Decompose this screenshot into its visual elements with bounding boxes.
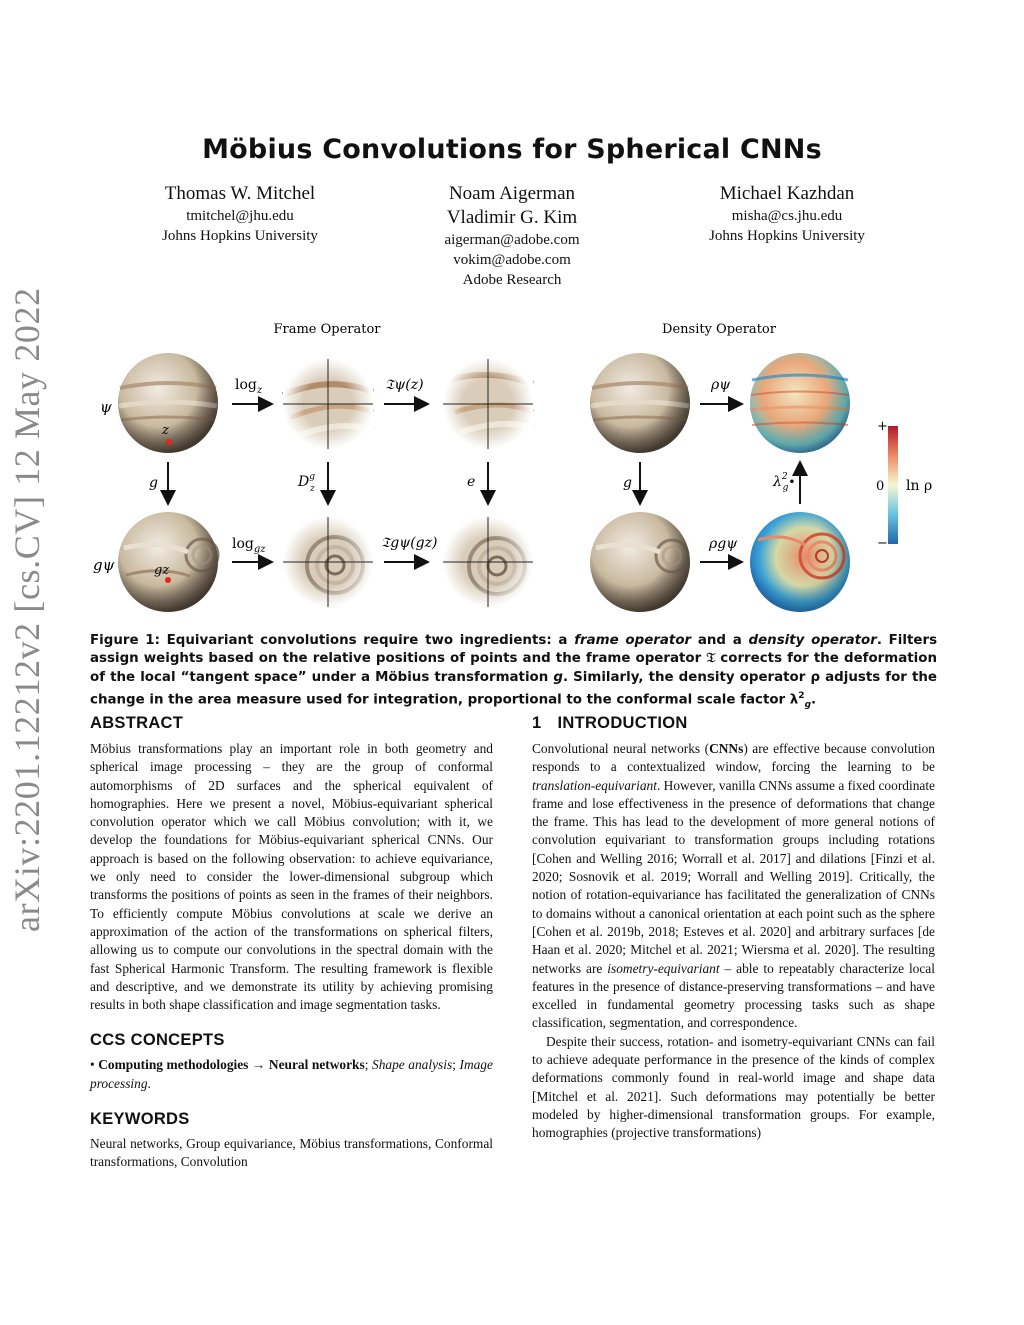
arxiv-identifier: arXiv:2201.12212v2 [cs.CV] 12 May 2022 bbox=[7, 287, 47, 932]
svg-text:λ2g•: $\lambda^2$ g• bbox=[773, 472, 796, 493]
density-sphere-psi bbox=[750, 353, 850, 453]
author-email[interactable]: aigerman@adobe.com bbox=[444, 232, 580, 248]
caption-text: and a bbox=[697, 633, 742, 648]
author-name: Thomas W. Mitchel bbox=[164, 183, 316, 204]
gpsi-label: gψ bbox=[93, 556, 115, 574]
point-z-marker bbox=[166, 439, 172, 445]
ccs-text: • Computing methodologies → Neural networks; Shape analysis; Image processing. bbox=[90, 1057, 493, 1091]
svg-text:loggz bbox=[232, 536, 266, 555]
rho-gpsi-label: ρgψ bbox=[709, 536, 738, 552]
lambda-label: λ bbox=[773, 474, 782, 490]
lambda-superscript: 2 bbox=[781, 472, 788, 482]
z-label: z bbox=[162, 423, 169, 438]
e-label: e bbox=[467, 474, 476, 490]
ccs-heading: CCS CONCEPTS bbox=[90, 1031, 225, 1050]
keywords-text: Neural networks, Group equivariance, Möbius transformations, Conformal transformations, Convolution bbox=[90, 1136, 493, 1170]
density-sphere-gpsi bbox=[750, 512, 850, 612]
dzg-label: D bbox=[298, 474, 310, 490]
density-operator-label: Density Operator bbox=[662, 322, 776, 337]
caption-term: frame operator bbox=[574, 633, 692, 648]
colorbar-label: ln ρ bbox=[906, 478, 933, 494]
patch-bottom-2 bbox=[443, 517, 533, 607]
colorbar bbox=[888, 426, 898, 544]
left-column bbox=[90, 714, 493, 1172]
dzg-superscript: g bbox=[309, 472, 315, 482]
author-name: Noam Aigerman bbox=[448, 183, 576, 204]
right-column bbox=[532, 714, 935, 1143]
log-gz-subscript: gz bbox=[253, 544, 266, 555]
patch-bottom-1 bbox=[283, 517, 373, 607]
author-block-3 bbox=[677, 182, 897, 246]
lambda-subscript: g bbox=[782, 483, 789, 493]
patch-top-2 bbox=[443, 359, 533, 449]
author-affiliation: Adobe Research bbox=[462, 272, 562, 288]
colorbar-plus: + bbox=[877, 419, 888, 434]
author-block-1 bbox=[130, 182, 350, 246]
paper-title: Möbius Convolutions for Spherical CNNs bbox=[202, 134, 822, 165]
author-email[interactable]: vokim@adobe.com bbox=[453, 252, 571, 268]
caption-term: density operator bbox=[748, 633, 877, 648]
frame-bottom-label: 𝔗gψ(gz) bbox=[381, 535, 438, 551]
frame-operator-label: Frame Operator bbox=[273, 322, 381, 337]
caption-text: . Filters assign weights based on the relative positions of points and the frame operator 𝔗 corrects for the deformation of the local “tangent space” under a Möbius transformation bbox=[90, 633, 938, 685]
caption-term: g bbox=[553, 669, 563, 685]
intro-paragraph-1: Convolutional neural networks (CNNs) are effective because convolution responds to a contextualized window, forcing the learning to be translation-equivariant. However, vanilla CNNs assume a fixed coordinate frame and lose effectiveness in the presence of deformations that change the frame. This has lead to the development of more general notions of convolution equivariant to transformation groups including rotations [Cohen and Welling 2016; Worrall et al. 2017] and dilations [Finzi et al. 2020; Sosnovik et al. 2019; Worrall and Welling 2019]. Critically, the notion of rotation-equivariance has facilitated the generalization of CNNs to domains without a canonical orientation at each point such as the sphere [Cohen et al. 2019b, 2018; Esteves et al. 2020] and arbitrary surfaces [de Haan et al. 2020; Mitchel et al. 2021; Wiersma et al. 2020]. The resulting networks are isometry-equivariant – able to repeatably characterize local features in the presence of distance-preserving transformations – and have excelled in fundamental geometry processing tasks such as shape classification, segmentation, and correspondence. bbox=[532, 741, 935, 1031]
figure-caption: Figure 1: Equivariant convolutions require two ingredients: a frame operator and a density operator. Filters assign weights based on the relative positions of points and the frame operator 𝔗 corrects for the deformation of the local “tangent space” under a Möbius transformation g. Similarly, the density operator ρ adjusts for the change in the area measure used for integration, proportional to the conformal scale factor $\lambda^2_g$. bbox=[90, 633, 938, 711]
keywords-heading: KEYWORDS bbox=[90, 1110, 190, 1129]
psi-label: ψ bbox=[100, 398, 112, 416]
abstract-heading: ABSTRACT bbox=[90, 714, 184, 732]
log-gz-label: log bbox=[232, 536, 254, 552]
rho-psi-label: ρψ bbox=[711, 377, 731, 393]
patch-top-1 bbox=[283, 359, 373, 449]
colorbar-zero: 0 bbox=[876, 479, 885, 494]
caption-text: Figure 1: Equivariant convolutions require two ingredients: a bbox=[90, 633, 568, 648]
frame-top-label: 𝔗ψ(z) bbox=[385, 377, 424, 393]
g-label-left: g bbox=[149, 475, 158, 491]
dzg-subscript: z bbox=[310, 484, 315, 494]
author-name: Michael Kazhdan bbox=[719, 183, 855, 204]
sphere-gpsi-density-source bbox=[590, 512, 690, 612]
svg-text:Dgz bbox=[297, 472, 315, 494]
log-z-label: log bbox=[235, 377, 257, 393]
colorbar-minus: − bbox=[877, 536, 888, 551]
sphere-psi-density-source bbox=[590, 353, 690, 453]
figure-1 bbox=[88, 318, 938, 628]
log-z-subscript: z bbox=[256, 385, 263, 396]
author-name: Vladimir G. Kim bbox=[446, 207, 578, 228]
intro-heading: 1 INTRODUCTION bbox=[532, 714, 688, 732]
sphere-gpsi bbox=[118, 512, 218, 612]
caption-text: . bbox=[811, 692, 817, 708]
svg-text:logz bbox=[235, 377, 263, 396]
author-email[interactable]: tmitchel@jhu.edu bbox=[186, 208, 294, 224]
author-affiliation: Johns Hopkins University bbox=[709, 228, 865, 244]
intro-paragraph-2: Despite their success, rotation- and isometry-equivariant CNNs can fail to achieve adequate performance in the presence of the kinds of complex deformations commonly found in real-world image and shape data [Mitchel et al. 2021]. Such deformations may potentially be better modeled by higher-dimensional transformation groups. For example, homographies (projective transformations) bbox=[532, 1033, 935, 1141]
abstract-text: Möbius transformations play an important role in both geometry and spherical image processing – they are the group of conformal automorphisms of 2D surfaces and the spherical equivalent of homographies. Here we present a novel, Möbius-equivariant spherical convolution operator which we call Möbius convolution; with it, we develop the foundations for Möbius-equivariant spherical CNNs. Our approach is based on the following observation: to achieve equivariance, we only need to consider the lower-dimensional subgroup which transforms the positions of points as seen in the frames of their neighbors. To efficiently compute Möbius convolutions at scale we derive an approximation of the action of the transformations on spherical filters, allowing us to compute our convolutions in the spectral domain with the fast Spherical Harmonic Transform. The resulting framework is flexible and descriptive, and we demonstrate its utility by achieving promising results in both shape classification and image segmentation tasks. bbox=[90, 741, 493, 1013]
author-block-2 bbox=[402, 182, 622, 290]
gz-label: gz bbox=[154, 563, 170, 578]
g-label-right: g bbox=[623, 475, 632, 491]
sphere-psi bbox=[118, 353, 218, 453]
caption-text: . Similarly, the density operator ρ adjusts for the change in the area measure used for integration, proportional to the conformal scale factor λ bbox=[90, 669, 938, 708]
author-email[interactable]: misha@cs.jhu.edu bbox=[731, 208, 843, 224]
author-affiliation: Johns Hopkins University bbox=[162, 228, 318, 244]
